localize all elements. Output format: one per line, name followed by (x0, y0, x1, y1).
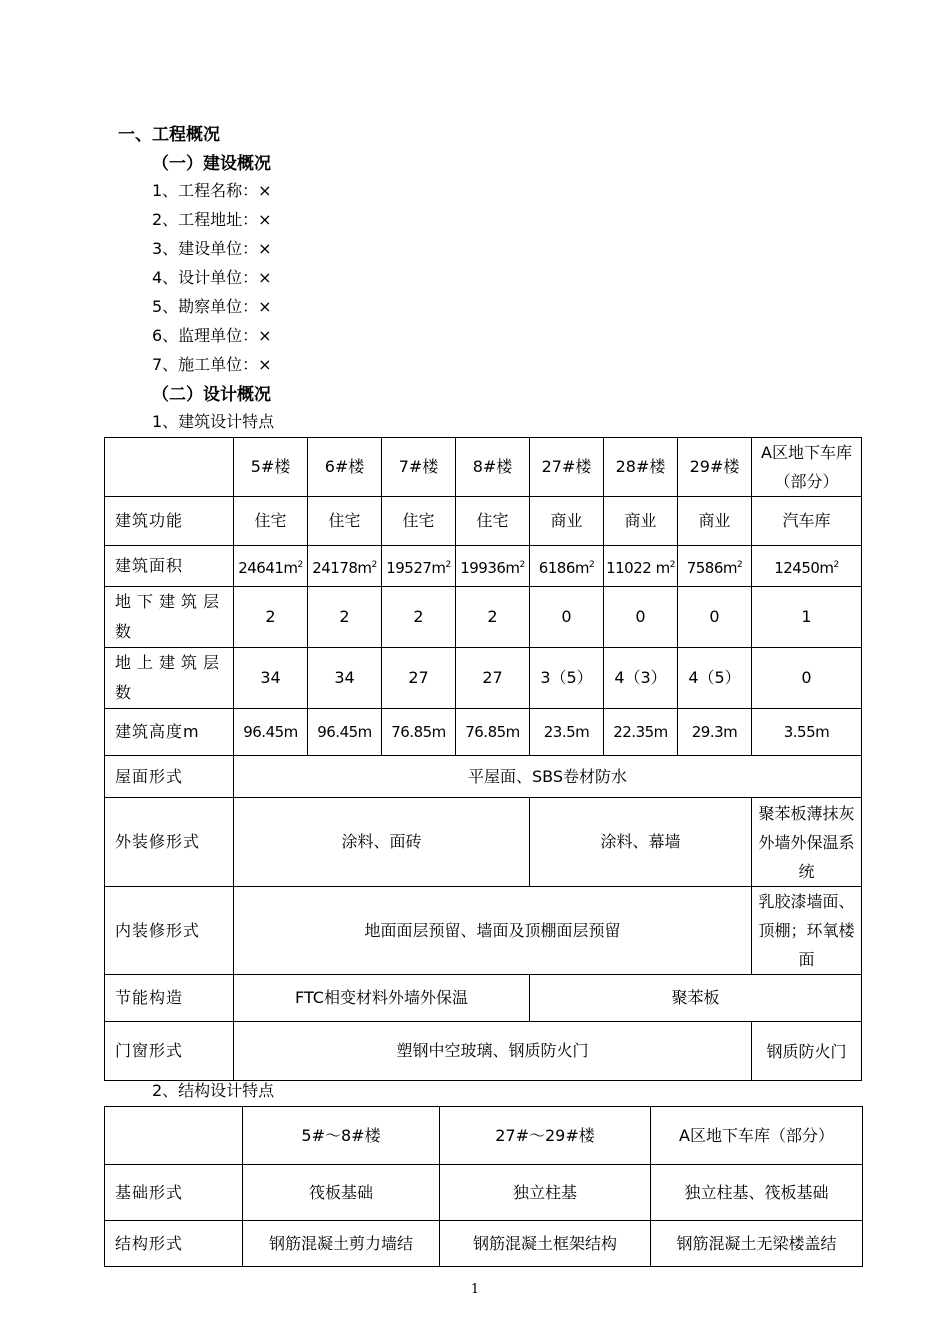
table-row (105, 1165, 863, 1221)
row-label: 建筑高度m (105, 709, 234, 756)
table-row (105, 975, 862, 1022)
col-header: A区地下车库（部分） (651, 1107, 863, 1165)
col-header: 27#～29#楼 (440, 1107, 651, 1165)
table-corner-cell (105, 438, 234, 497)
table-cell: 23.5m (530, 709, 604, 756)
row-label: 外装修形式 (105, 798, 234, 887)
table-cell: 4（5） (678, 648, 752, 709)
table-cell: 聚苯板薄抹灰外墙外保温系统 (752, 798, 862, 887)
table-cell: 0 (752, 648, 862, 709)
table-cell: 2 (234, 587, 308, 648)
table-header-row (105, 438, 862, 497)
table-cell: 聚苯板 (530, 975, 862, 1022)
design-unit-line: 4、设计单位：× (152, 268, 272, 287)
table-cell: 96.45m (308, 709, 382, 756)
table-cell: 4（3） (604, 648, 678, 709)
table-row (105, 798, 862, 887)
table-cell: 0 (604, 587, 678, 648)
table-cell: 涂料、面砖 (234, 798, 530, 887)
col-header: 28#楼 (604, 438, 678, 497)
area-cell: 11022 $m^2$ (604, 546, 678, 587)
table-cell: 筏板基础 (243, 1165, 440, 1221)
table-cell: 住宅 (456, 497, 530, 546)
area-cell: $24641m^2$ (234, 546, 308, 587)
table-cell: 商业 (604, 497, 678, 546)
area-cell: $19527m^2$ (382, 546, 456, 587)
table-row (105, 756, 862, 798)
table-cell: 76.85m (456, 709, 530, 756)
table-cell: 76.85m (382, 709, 456, 756)
table-cell: 34 (234, 648, 308, 709)
table-cell: 地面面层预留、墙面及顶棚面层预留 (234, 887, 752, 975)
col-header: 6#楼 (308, 438, 382, 497)
row-label: 基础形式 (105, 1165, 243, 1221)
table-cell: 2 (382, 587, 456, 648)
table-row (105, 1022, 862, 1081)
row-label: 节能构造 (105, 975, 234, 1022)
table-row (105, 709, 862, 756)
table-cell: 平屋面、SBS卷材防水 (234, 756, 862, 798)
table-cell: 0 (530, 587, 604, 648)
row-label: 结构形式 (105, 1221, 243, 1267)
architecture-features-title: 1、建筑设计特点 (152, 412, 275, 431)
table-corner-cell (105, 1107, 243, 1165)
owner-unit-line: 3、建设单位：× (152, 239, 272, 258)
supervision-unit-line: 6、监理单位：× (152, 326, 272, 345)
structure-design-table (104, 1106, 863, 1267)
table-cell: 29.3m (678, 709, 752, 756)
table-cell: 钢质防火门 (752, 1022, 862, 1081)
table-cell: 独立柱基 (440, 1165, 651, 1221)
row-label: 建筑面积 (105, 546, 234, 587)
table-cell: 3.55m (752, 709, 862, 756)
architecture-design-table (104, 437, 862, 1081)
table-cell: 钢筋混凝土无梁楼盖结 (651, 1221, 863, 1267)
area-cell: $12450m^2$ (752, 546, 862, 587)
table-cell: 钢筋混凝土框架结构 (440, 1221, 651, 1267)
table-cell: 乳胶漆墙面、顶棚；环氧楼面 (752, 887, 862, 975)
table-row (105, 648, 862, 709)
table-cell: 商业 (530, 497, 604, 546)
col-header: 5#楼 (234, 438, 308, 497)
table-cell: 3（5） (530, 648, 604, 709)
table-row (105, 497, 862, 546)
table-row (105, 887, 862, 975)
row-label: 屋面形式 (105, 756, 234, 798)
row-label: 建筑功能 (105, 497, 234, 546)
table-cell: 独立柱基、筏板基础 (651, 1165, 863, 1221)
col-header: 27#楼 (530, 438, 604, 497)
col-header: A区地下车库（部分） (752, 438, 862, 497)
col-header: 29#楼 (678, 438, 752, 497)
table-cell: 22.35m (604, 709, 678, 756)
contractor-unit-line: 7、施工单位：× (152, 355, 272, 374)
table-cell: 涂料、幕墙 (530, 798, 752, 887)
col-header: 8#楼 (456, 438, 530, 497)
table-cell: 住宅 (234, 497, 308, 546)
subsection-title-design: （二）设计概况 (152, 385, 271, 405)
survey-unit-line: 5、勘察单位：× (152, 297, 272, 316)
row-label: 内装修形式 (105, 887, 234, 975)
table-cell: 34 (308, 648, 382, 709)
table-header-row (105, 1107, 863, 1165)
table-cell: 塑钢中空玻璃、钢质防火门 (234, 1022, 752, 1081)
table-row (105, 1221, 863, 1267)
table-cell: 商业 (678, 497, 752, 546)
table-row (105, 546, 862, 587)
table-cell: 0 (678, 587, 752, 648)
table-cell: 1 (752, 587, 862, 648)
area-cell: $6186m^2$ (530, 546, 604, 587)
subsection-title-construction: （一）建设概况 (152, 154, 271, 174)
area-cell: $7586m^2$ (678, 546, 752, 587)
page-number: 1 (470, 1282, 480, 1297)
table-cell: 钢筋混凝土剪力墙结 (243, 1221, 440, 1267)
structure-features-title: 2、结构设计特点 (152, 1081, 275, 1100)
row-label: 地上建筑层数 (105, 648, 234, 709)
table-cell: 27 (382, 648, 456, 709)
row-label: 门窗形式 (105, 1022, 234, 1081)
section-heading: 一、工程概况 (118, 125, 220, 145)
table-cell: 27 (456, 648, 530, 709)
table-cell: 2 (456, 587, 530, 648)
table-row (105, 587, 862, 648)
col-header: 7#楼 (382, 438, 456, 497)
table-cell: 96.45m (234, 709, 308, 756)
row-label: 地下建筑层数 (105, 587, 234, 648)
project-name-line: 1、工程名称：× (152, 181, 272, 200)
area-cell: $19936m^2$ (456, 546, 530, 587)
table-cell: 住宅 (308, 497, 382, 546)
table-cell: 汽车库 (752, 497, 862, 546)
project-address-line: 2、工程地址：× (152, 210, 272, 229)
table-cell: FTC相变材料外墙外保温 (234, 975, 530, 1022)
area-cell: $24178m^2$ (308, 546, 382, 587)
col-header: 5#～8#楼 (243, 1107, 440, 1165)
table-cell: 住宅 (382, 497, 456, 546)
table-cell: 2 (308, 587, 382, 648)
